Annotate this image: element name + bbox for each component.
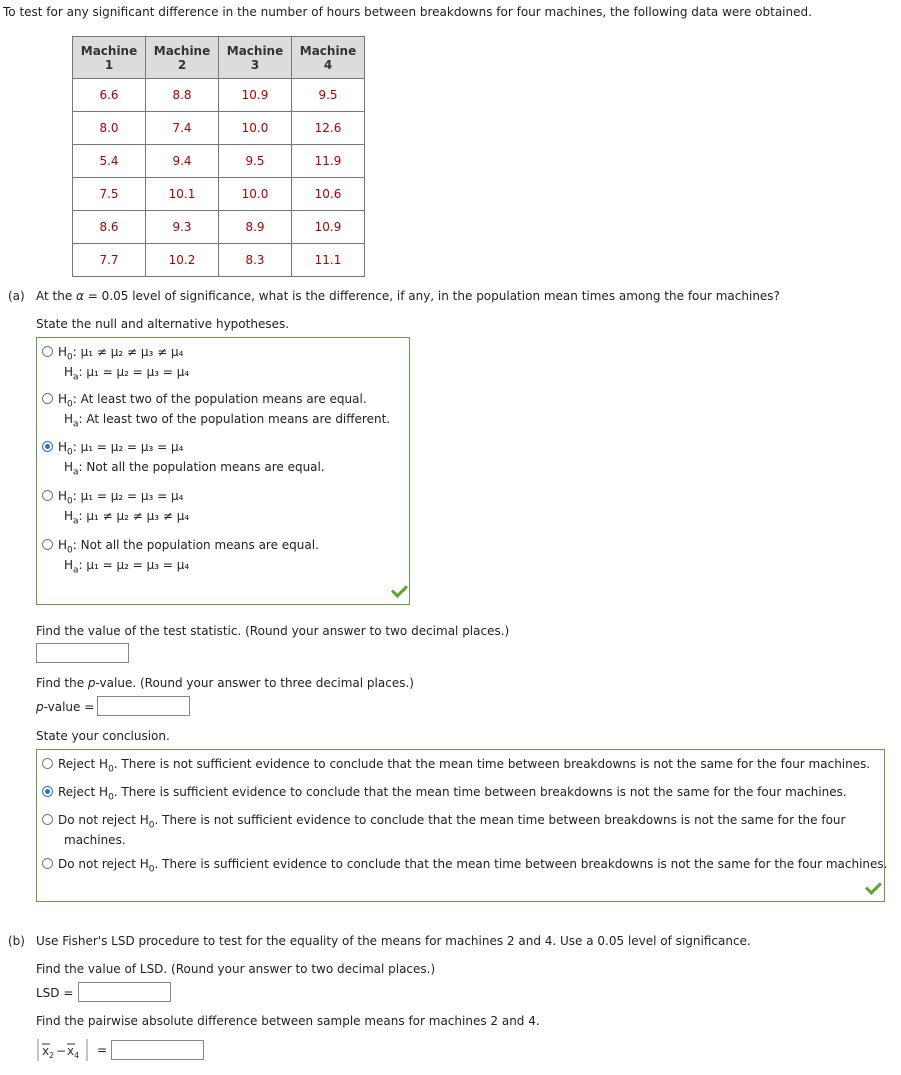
- alternative-hypothesis-text: $H_a$: μ₁ = μ₂ = μ₃ = μ₄: [64, 558, 190, 576]
- table-cell: 9.4: [146, 145, 219, 178]
- lsd-prompt: Find the value of LSD. (Round your answer to two decimal places.): [36, 962, 436, 976]
- table-header: Machine 4: [292, 37, 365, 79]
- table-cell: 10.6: [292, 178, 365, 211]
- alternative-hypothesis-text: $H_a$: μ₁ = μ₂ = μ₃ = μ₄: [64, 365, 190, 383]
- table-cell: 8.0: [73, 112, 146, 145]
- table-cell: 7.7: [73, 244, 146, 277]
- null-hypothesis-text: $H_0$: μ₁ ≠ μ₂ ≠ μ₃ ≠ μ₄: [58, 345, 184, 363]
- conclusion-option-text: Reject $H_0$. There is sufficient evidence to conclude that the mean time between breakdowns is not the same for the four machines.: [58, 785, 847, 803]
- table-cell: 10.0: [219, 112, 292, 145]
- table-header: Machine 2: [146, 37, 219, 79]
- table-cell: 10.9: [292, 211, 365, 244]
- svg-text:x: x: [67, 1044, 75, 1058]
- table-cell: 7.4: [146, 112, 219, 145]
- svg-text:2: 2: [49, 1051, 55, 1060]
- table-row: [73, 112, 365, 145]
- table-cell: 7.5: [73, 178, 146, 211]
- alternative-hypothesis-text: $H_a$: At least two of the population means are different.: [64, 412, 391, 430]
- conclusion-radio-4[interactable]: [42, 858, 53, 869]
- alternative-hypothesis-text: $H_a$: μ₁ ≠ μ₂ ≠ μ₃ ≠ μ₄: [64, 509, 190, 527]
- diff-equals: =: [97, 1043, 108, 1057]
- abs-diff-symbol: [36, 1037, 106, 1063]
- table-cell: 8.6: [73, 211, 146, 244]
- part-b-label: (b): [8, 934, 25, 948]
- conclusion-radio-3[interactable]: [42, 814, 53, 825]
- abs-diff-expression: [36, 1037, 106, 1063]
- table-cell: 8.9: [219, 211, 292, 244]
- table-cell: 12.6: [292, 112, 365, 145]
- table-cell: 11.9: [292, 145, 365, 178]
- lsd-label: LSD =: [36, 986, 74, 1000]
- table-cell: 11.1: [292, 244, 365, 277]
- conclusion-option-text: Do not reject $H_0$. There is sufficient evidence to conclude that the mean time between breakdowns is not the same for the four machines.: [58, 857, 888, 875]
- table-row: [73, 79, 365, 112]
- svg-text:−: −: [56, 1044, 67, 1058]
- table-row: [73, 145, 365, 178]
- table-cell: 9.5: [219, 145, 292, 178]
- conclusion-option-text: Do not reject $H_0$. There is not sufficient evidence to conclude that the mean time between breakdowns is not the same for the four: [58, 813, 846, 831]
- table-header: Machine 3: [219, 37, 292, 79]
- hypothesis-radio-1[interactable]: [42, 346, 53, 357]
- conclusion-radio-1[interactable]: [42, 758, 53, 769]
- table-cell: 5.4: [73, 145, 146, 178]
- alpha-symbol: α: [76, 289, 84, 303]
- part-a-label: (a): [8, 289, 25, 303]
- table-row: [73, 244, 365, 277]
- part-a-question: At the α = 0.05 level of significance, what is the difference, if any, in the population mean times among the four machines?: [36, 289, 780, 303]
- hypothesis-radio-5[interactable]: [42, 539, 53, 550]
- alternative-hypothesis-text: $H_a$: Not all the population means are equal.: [64, 460, 325, 478]
- diff-input[interactable]: [111, 1040, 204, 1060]
- table-cell: 10.2: [146, 244, 219, 277]
- table-cell: 6.6: [73, 79, 146, 112]
- conclusion-option-text: Reject $H_0$. There is not sufficient evidence to conclude that the mean time between breakdowns is not the same for the four machines.: [58, 757, 871, 775]
- conclusion-radio-2[interactable]: [42, 786, 53, 797]
- pvalue-input[interactable]: [97, 696, 190, 716]
- table-row: [73, 178, 365, 211]
- intro-text: To test for any significant difference in the number of hours between breakdowns for four machines, the following data were obtained.: [3, 5, 812, 19]
- null-hypothesis-text: $H_0$: Not all the population means are equal.: [58, 538, 319, 556]
- hypothesis-radio-2[interactable]: [42, 393, 53, 404]
- conclusion-option-text-cont: machines.: [64, 833, 126, 847]
- table-header: Machine 1: [73, 37, 146, 79]
- hypotheses-prompt: State the null and alternative hypotheses.: [36, 317, 290, 331]
- table-cell: 9.5: [292, 79, 365, 112]
- table-row: [73, 211, 365, 244]
- table-cell: 10.1: [146, 178, 219, 211]
- conclusion-prompt: State your conclusion.: [36, 729, 170, 743]
- lsd-input[interactable]: [78, 982, 171, 1002]
- table-cell: 8.8: [146, 79, 219, 112]
- test-stat-input[interactable]: [36, 643, 129, 663]
- svg-text:x: x: [42, 1044, 50, 1058]
- table-cell: 10.9: [219, 79, 292, 112]
- null-hypothesis-text: $H_0$: At least two of the population means are equal.: [58, 392, 367, 410]
- test-stat-prompt: Find the value of the test statistic. (Round your answer to two decimal places.): [36, 624, 510, 638]
- table-cell: 10.0: [219, 178, 292, 211]
- pvalue-prompt: Find the p-value. (Round your answer to three decimal places.): [36, 676, 414, 690]
- svg-text:4: 4: [74, 1051, 80, 1060]
- table-cell: 9.3: [146, 211, 219, 244]
- pvalue-label: p-value =: [36, 700, 95, 714]
- part-b-question: Use Fisher's LSD procedure to test for the equality of the means for machines 2 and 4. Use a 0.05 level of significance.: [36, 934, 751, 948]
- hypothesis-radio-3[interactable]: [42, 441, 53, 452]
- data-table: [72, 36, 365, 277]
- table-cell: 8.3: [219, 244, 292, 277]
- diff-prompt: Find the pairwise absolute difference between sample means for machines 2 and 4.: [36, 1014, 540, 1028]
- null-hypothesis-text: $H_0$: μ₁ = μ₂ = μ₃ = μ₄: [58, 489, 184, 507]
- hypothesis-radio-4[interactable]: [42, 490, 53, 501]
- null-hypothesis-text: $H_0$: μ₁ = μ₂ = μ₃ = μ₄: [58, 440, 184, 458]
